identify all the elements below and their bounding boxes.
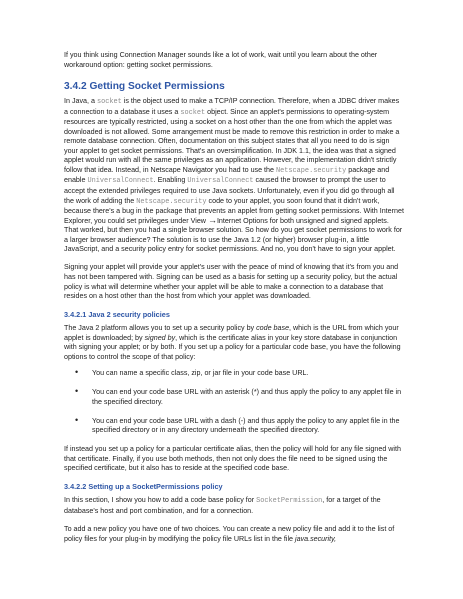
inline-code: Netscape.security — [275, 166, 347, 175]
list-item: • You can end your code base URL with an asterisk (*) and thus apply the policy to any applet file in the specified directory. — [75, 386, 402, 406]
bullet-icon: • — [75, 367, 79, 378]
inline-code: SocketPermission — [256, 497, 323, 506]
signing-paragraph: Signing your applet will provide your applet's user with the peace of mind of knowing that it's from you and has not been tampered with. Signing can be used as a basis for setting up a security policy, but the actual policy is what will determine whether your applet will be able to make a connection to a database that resides on a host other than the host from which your applet was downloaded. — [64, 263, 399, 301]
bullet-icon: • — [75, 414, 79, 425]
section-intro-paragraph: In this section, I show you how to add a code base policy for SocketPermission, for a target of the database's host and port combination, and for a connection. — [64, 496, 381, 515]
inline-code: Netscape.security — [136, 197, 207, 206]
inline-code: socket — [180, 108, 206, 117]
list-item: • You can name a specific class, zip, or jar file in your code base URL. — [75, 367, 309, 378]
inline-code: UniversalConnect — [87, 177, 154, 186]
socket-paragraph: In Java, a socket is the object used to make a TCP/IP connection. Therefore, when a JDBC driver makes a connection to a database it uses a socket object. Since an applet's permissions to operating-system resources are typically restricted, using a socket on a host other than the one from which the applet was downloaded is not allowed. Some arrangement must be made to remove this restriction in order to make a remote database connection. Often, documentation on this subject states that all you need to do is sign your applet to get socket permissions. That's an oversimplification. In JDK 1.1, the idea was that a signed applet would run with all the same privileges as an application. However, the implementation didn't strictly follow that idea. Instead, in Netscape Navigator you had to use the Netscape.security package and enable UniversalConnect. Enabling UniversalConnect caused the browser to prompt the user to accept the extended privileges required to use Java sockets. Unfortunately, even if you did go through all the work of adding the Netscape.security code to your applet, you soon found that it didn't work, because there's a bug in the package that prevents an applet from getting socket permissions. With Internet Explorer, you could set privileges under View →Internet Options for both unsigned and signed applets. That worked, but then you had a single browser solution. So how do you get socket permissions to work for a larger browser audience? The solution is to use the Java 1.2 (or higher) browser plug-in, a little JavaScript, and a security policy entry for socket permissions. And no, you don't have to sign your applet. — [64, 97, 404, 254]
inline-code: UniversalConnect — [187, 177, 254, 186]
section-heading: 3.4.2 Getting Socket Permissions — [64, 80, 225, 92]
policy-paragraph: The Java 2 platform allows you to set up a security policy by code base, which is the URL from which your applet is downloaded; by signed by, which is the certificate alias in your key store database in conjunction with signing your applet; or by both. If you set up a policy for a particular code base, you have the following options to control the scope of that policy: — [64, 324, 401, 361]
inline-code: socket — [96, 98, 122, 107]
scope-options-list — [64, 369, 404, 435]
subsection-heading-socketpermissions: 3.4.2.2 Setting up a SocketPermissions policy — [64, 481, 223, 491]
certificate-paragraph: If instead you set up a policy for a particular certificate alias, then the policy will hold for any file signed with that certificate. Finally, if you use both methods, then not only does the file need to be signed using the specified certificate, but it also has to reside at the specified code base. — [64, 445, 401, 473]
intro-paragraph: If you think using Connection Manager sounds like a lot of work, wait until you learn about the other workaround option: getting socket permissions. — [64, 51, 378, 69]
new-policy-paragraph: To add a new policy you have one of two choices. You can create a new policy file and add it to the list of policy files for your plug-in by modifying the policy file URLs list in the file java.security, — [64, 524, 395, 543]
subsection-heading-java2: 3.4.2.1 Java 2 security policies — [64, 309, 170, 319]
list-item: • You can end your code base URL with a dash (-) and thus apply the policy to any applet file in the specified directory or in any directory underneath the specified directory. — [75, 414, 400, 435]
document-page — [64, 51, 404, 544]
menu-arrow-icon: → — [207, 214, 217, 225]
bullet-icon: • — [75, 386, 79, 397]
